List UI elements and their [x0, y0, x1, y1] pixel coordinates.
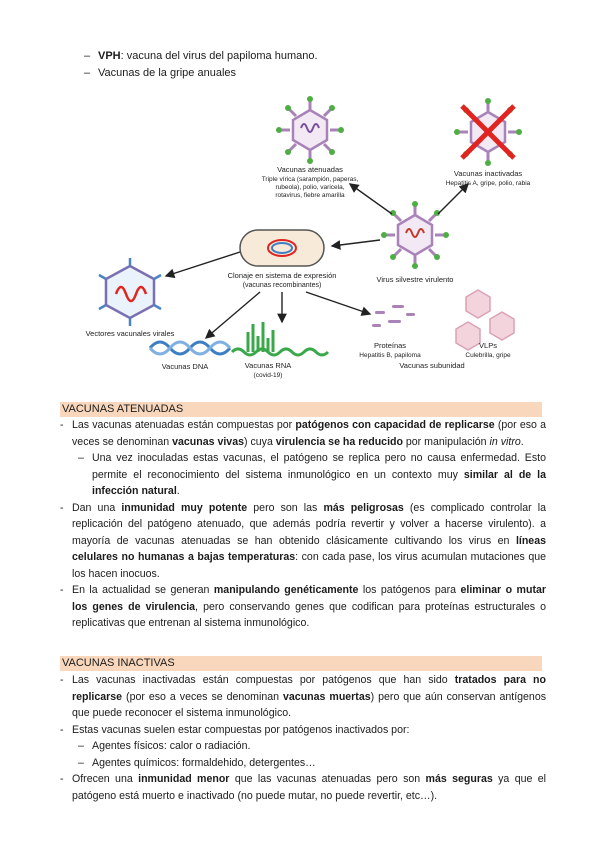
list-item: [84, 65, 318, 82]
rna-icon: [232, 322, 328, 355]
proteins-line: Hepatitis B, papiloma: [359, 352, 421, 359]
vlps-title: VLPs: [479, 341, 497, 350]
flu-text: Vacunas de la gripe anuales: [98, 67, 237, 79]
vlps-line: Culebrilla, gripe: [465, 352, 511, 359]
vph-label: VPH: [98, 50, 121, 62]
section-heading-attenuated: VACUNAS ATENUADAS: [60, 402, 542, 417]
inactivated-virus-icon: [454, 98, 522, 166]
dash-marker: -: [60, 501, 64, 514]
attenuated-line-1: Triple vírica (sarampión, paperas,: [261, 176, 359, 183]
dash-marker: –: [84, 67, 91, 79]
dash-marker: -: [60, 674, 64, 686]
dash-marker: –: [78, 740, 84, 752]
list-item: - Las vacunas atenuadas están compuestas por patógenos con capacidad de replicarse (por eso a veces se denominan vacunas vivas) cuya virulencia se ha reducido por manipulación in vitro.: [60, 417, 546, 450]
inactivated-line: Hepatitis A, gripe, polio, rabia: [445, 180, 531, 187]
list-item: - En la actualidad se generan manipulando genéticamente los patógenos para eliminar o mutar los genes de virulencia, pero conservando genes que codifican para proteínas estructurales o replicativas que entrenan al sistema inmunológico.: [60, 582, 546, 632]
list-item: [84, 48, 318, 65]
attenuated-title: Vacunas atenuadas: [277, 165, 343, 174]
inactivated-title: Vacunas inactivadas: [453, 169, 523, 178]
dash-marker: -: [60, 584, 64, 596]
viral-vectors-label: Vectores vacunales virales: [85, 329, 175, 338]
list-item: - Dan una inmunidad muy potente pero son las más peligrosas (es complicado controlar la replicación del patógeno atenuado, que además podría revertir y volver a hacerse virulento). a mayoría de vacunas atenuadas se han obtenido clásicamente cultivando los virus en líneas celulares no humanas a bajas temperaturas: con cada pase, los virus acumulan mutaciones que los hacen inocuos.: [60, 500, 546, 583]
top-bullet-list: [84, 48, 318, 82]
vph-text: : vacuna del virus del papiloma humano.: [120, 50, 318, 62]
section-body-attenuated: [60, 417, 546, 632]
dna-icon: [150, 342, 230, 354]
rna-sub-label: (covid-19): [253, 372, 283, 379]
dna-vaccines-label: Vacunas DNA: [161, 362, 209, 371]
section-heading-inactive: VACUNAS INACTIVAS: [60, 656, 542, 671]
dash-marker: –: [84, 50, 91, 62]
viral-vector-icon: [99, 258, 161, 326]
sub-list-item: – Agentes físicos: calor o radiación.: [78, 738, 546, 755]
list-item: - Estas vacunas suelen estar compuestas por patógenos inactivados por:: [60, 722, 546, 739]
list-item: - Las vacunas inactivadas están compuestas por patógenos que han sido tratados para no replicarse (por eso a veces se denominan vacunas muertas) pero que aún conservan antígenos que puede reconocer el sistema inmunológico.: [60, 672, 546, 722]
proteins-title: Proteínas: [373, 341, 407, 350]
cloning-line-1: Clonaje en sistema de expresión: [227, 271, 337, 280]
section-body-inactive: [60, 672, 546, 804]
dash-marker: -: [60, 773, 64, 785]
attenuated-line-3: rotavirus, fiebre amarilla: [275, 192, 345, 199]
sub-list-item: – Agentes químicos: formaldehido, detergentes…: [78, 755, 546, 772]
dash-marker: -: [60, 723, 64, 736]
expression-cell-icon: [240, 230, 324, 266]
proteins-icon: [372, 305, 415, 327]
diagram-svg: [70, 92, 550, 380]
dash-marker: -: [60, 419, 64, 431]
rna-vaccines-label: Vacunas RNA: [244, 361, 292, 370]
wild-virus-label: Virus silvestre virulento: [376, 275, 454, 284]
dash-marker: –: [78, 452, 84, 464]
list-item: - Ofrecen una inmunidad menor que las vacunas atenuadas pero son más seguras ya que el patógeno está muerto e inactivado (no puede mutar, no puede revertir, etc…).: [60, 771, 546, 804]
wild-virus-icon: [381, 201, 449, 269]
dash-marker: –: [78, 756, 84, 769]
attenuated-virus-icon: [276, 96, 344, 164]
cloning-line-2: (vacunas recombinantes): [242, 282, 322, 289]
attenuated-line-2: rubeola), polio, varicela,: [275, 184, 345, 191]
vaccine-types-diagram: [70, 92, 550, 380]
sub-list-item: – Una vez inoculadas estas vacunas, el patógeno se replica pero no causa enfermedad. Esto permite el reconocimiento del sistema inmunológico en un contexto muy similar al de la infección natural.: [78, 450, 546, 500]
subunit-label: Vacunas subunidad: [399, 361, 465, 370]
